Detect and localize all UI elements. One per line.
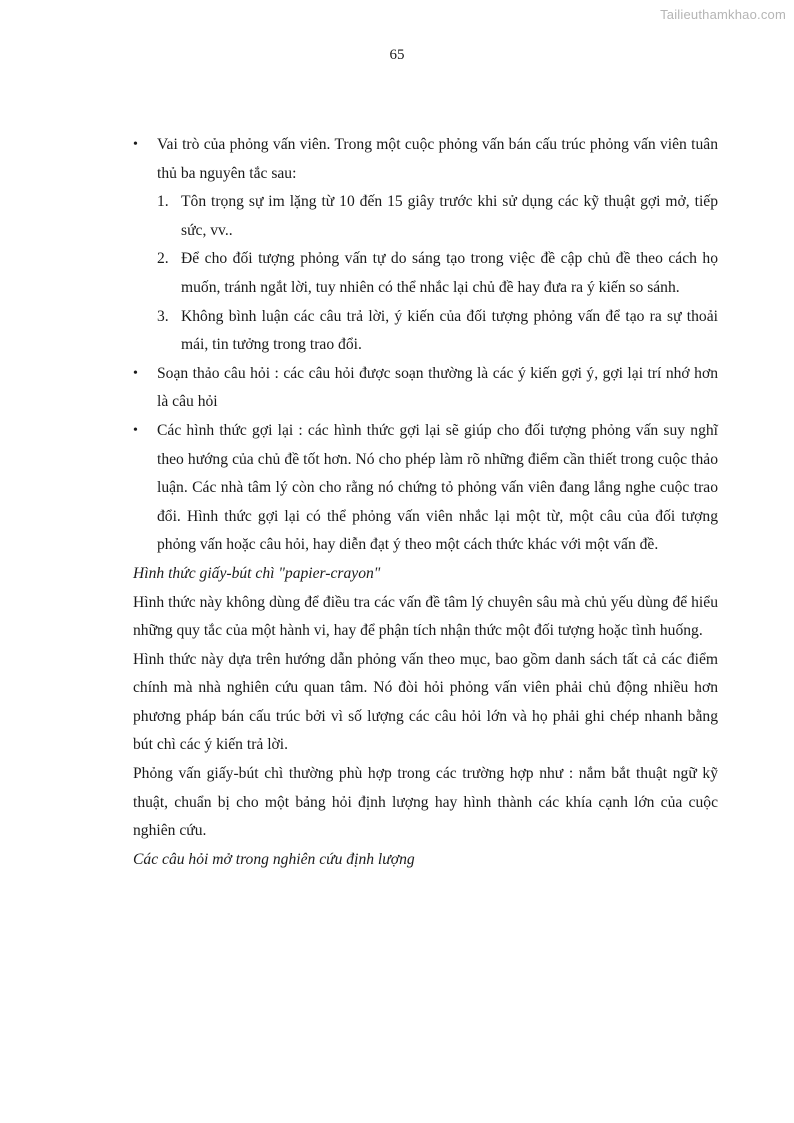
section-heading: Hình thức giấy-bút chì "papier-crayon" (133, 564, 381, 582)
page-number: 65 (389, 47, 405, 63)
item-number: 1. (157, 193, 169, 211)
bullet-icon: • (133, 422, 138, 438)
item-number: 3. (157, 307, 169, 325)
numbered-list-wrapper (133, 188, 718, 360)
bullet-icon: • (133, 137, 138, 152)
bullet-list (133, 131, 718, 560)
watermark: Tailieuthamkhao.com (660, 7, 786, 22)
numbered-item (133, 245, 718, 302)
item-text: Để cho đối tượng phỏng vấn tự do sáng tạo trong việc đề cập chủ đề theo cách họ muốn, tránh ngắt lời, tuy nhiên có thể nhắc lại chủ đề hay đưa ra ý kiến so sánh. (181, 250, 718, 296)
item-number: 2. (157, 250, 169, 268)
document-body (133, 131, 718, 874)
paragraph: Hình thức này không dùng để điều tra các vấn đề tâm lý chuyên sâu mà chủ yếu dùng để hiểu những quy tắc của một hành vi, hay để phận tích nhận thức một đối tượng hoặc tình huống. (133, 593, 718, 640)
bullet-icon: • (133, 365, 138, 381)
closing-heading: Các câu hỏi mở trong nghiên cứu định lượng (133, 850, 415, 868)
item-text: Tôn trọng sự im lặng từ 10 đến 15 giây trước khi sử dụng các kỹ thuật gợi mở, tiếp sức, vv.. (181, 193, 718, 239)
bullet-item-question-drafting (133, 360, 718, 417)
bullet-text: Vai trò của phỏng vấn viên. Trong một cuộc phỏng vấn bán cấu trúc phỏng vấn viên tuân thủ ba nguyên tắc sau: (157, 136, 718, 182)
bullet-item-interviewer-role (133, 131, 718, 188)
item-text: Không bình luận các câu trả lời, ý kiến của đối tượng phỏng vấn để tạo ra sự thoải mái, tin tưởng trong trao đổi. (181, 307, 718, 354)
bullet-text: Các hình thức gợi lại : các hình thức gợi lại sẽ giúp cho đối tượng phỏng vấn suy nghĩ theo hướng của chủ đề tốt hơn. Nó cho phép làm rõ những điểm cần thiết trong cuộc thảo luận. Các nhà tâm lý còn cho rằng nó chứng tỏ phỏng vấn viên đang lắng nghe cuộc trao đổi. Hình thức gợi lại có thể phỏng vấn viên nhắc lại một từ, một câu của đối tượng phỏng vấn hoặc câu hỏi, hay diễn đạt ý theo một cách thức khác với một vấn đề. (157, 421, 718, 554)
bullet-text: Soạn thảo câu hỏi : các câu hỏi được soạn thường là các ý kiến gợi ý, gợi lại trí nhớ hơn là câu hỏi (157, 364, 718, 411)
paragraph: Phỏng vấn giấy-bút chì thường phù hợp trong các trường hợp như : nắm bắt thuật ngữ kỹ thuật, chuẩn bị cho một bảng hỏi định lượng hay hình thành các khía cạnh lớn của cuộc nghiên cứu. (133, 765, 718, 840)
bullet-item-recall-forms (133, 417, 718, 560)
numbered-item (133, 188, 718, 245)
paragraph: Hình thức này dựa trên hướng dẫn phỏng vấn theo mục, bao gồm danh sách tất cả các điểm chính mà nhà nghiên cứu quan tâm. Nó đòi hỏi phỏng vấn viên phải chủ động nhiều hơn phương pháp bán cấu trúc bởi vì số lượng các câu hỏi lớn và họ phải ghi chép nhanh bằng bút chì các ý kiến trả lời. (133, 650, 718, 754)
numbered-item (133, 303, 718, 360)
numbered-list (133, 188, 718, 360)
